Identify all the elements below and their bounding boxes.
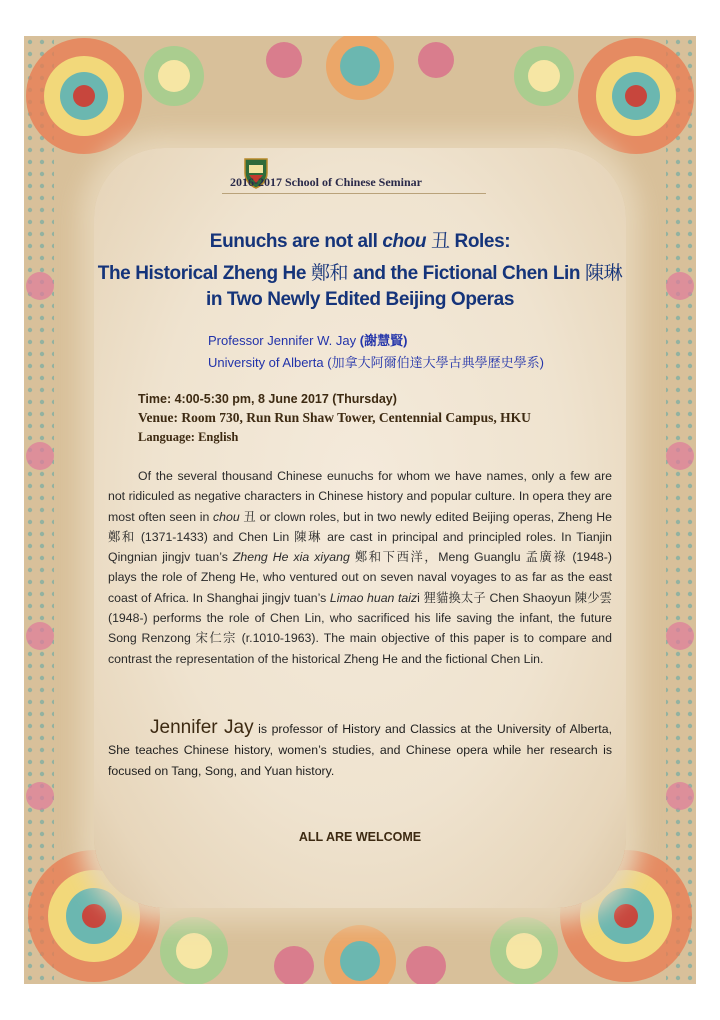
event-language: Language: English xyxy=(138,430,239,444)
speaker-affiliation: University of Alberta (加拿大阿爾伯達大學古典學歷史學系) xyxy=(208,355,544,370)
welcome-note: ALL ARE WELCOME xyxy=(298,830,422,844)
event-time: Time: 4:00-5:30 pm, 8 June 2017 (Thursday) xyxy=(138,392,397,406)
title-line-2: The Historical Zheng He 鄭和 and the Fictional Chen Lin 陳琳 xyxy=(97,263,623,284)
title-line-1: Eunuchs are not all chou 丑 Roles: xyxy=(209,231,511,252)
bio-name: Jennifer Jay xyxy=(150,717,254,738)
abstract-paragraph: Of the several thousand Chinese eunuchs for whom we have names, only a few are not ridiculed as negative characters in Chinese history and popular culture. In opera they are most often seen in chou 丑 or clown roles, but in two newly edited Beijing operas, Zheng He 鄭和 (1371-1433) and Chen Lin 陳琳 are cast in principal and principled roles. In Tianjin Qingnian jingjv tuan’s Zheng He xia xiyang 鄭和下西洋，Meng Guanglu 孟廣祿 (1948-) plays the role of Zheng He, who ventured out on seven naval voyages to as far as the east coast of Africa. In Shanghai jingjv tuan’s Limao huan taizi 狸貓換太子 Chen Shaoyun 陳少雲 (1948-) performs the role of Chen Lin, who sacrificed his life saving the infant, the future Song Renzong 宋仁宗 (r.1010-1963). The main objective of this paper is to compare and contrast the representation of the historical Zheng He and the fictional Chen Lin. xyxy=(108,469,612,666)
speaker-name: Professor Jennifer W. Jay (謝慧賢) xyxy=(208,333,408,348)
title-line-3: in Two Newly Edited Beijing Operas xyxy=(205,289,515,310)
speaker-bio: Jennifer Jay is professor of History and Classics at the University of Alberta, She teaches Chinese history, women’s studies, and Chinese opera while her research is focused on Tang, Song, and Yuan history. xyxy=(108,717,612,778)
seminar-header: 2016-2017 School of Chinese Seminar xyxy=(230,175,422,189)
header-divider xyxy=(222,193,486,194)
event-venue: Venue: Room 730, Run Run Shaw Tower, Centennial Campus, HKU xyxy=(138,410,531,425)
